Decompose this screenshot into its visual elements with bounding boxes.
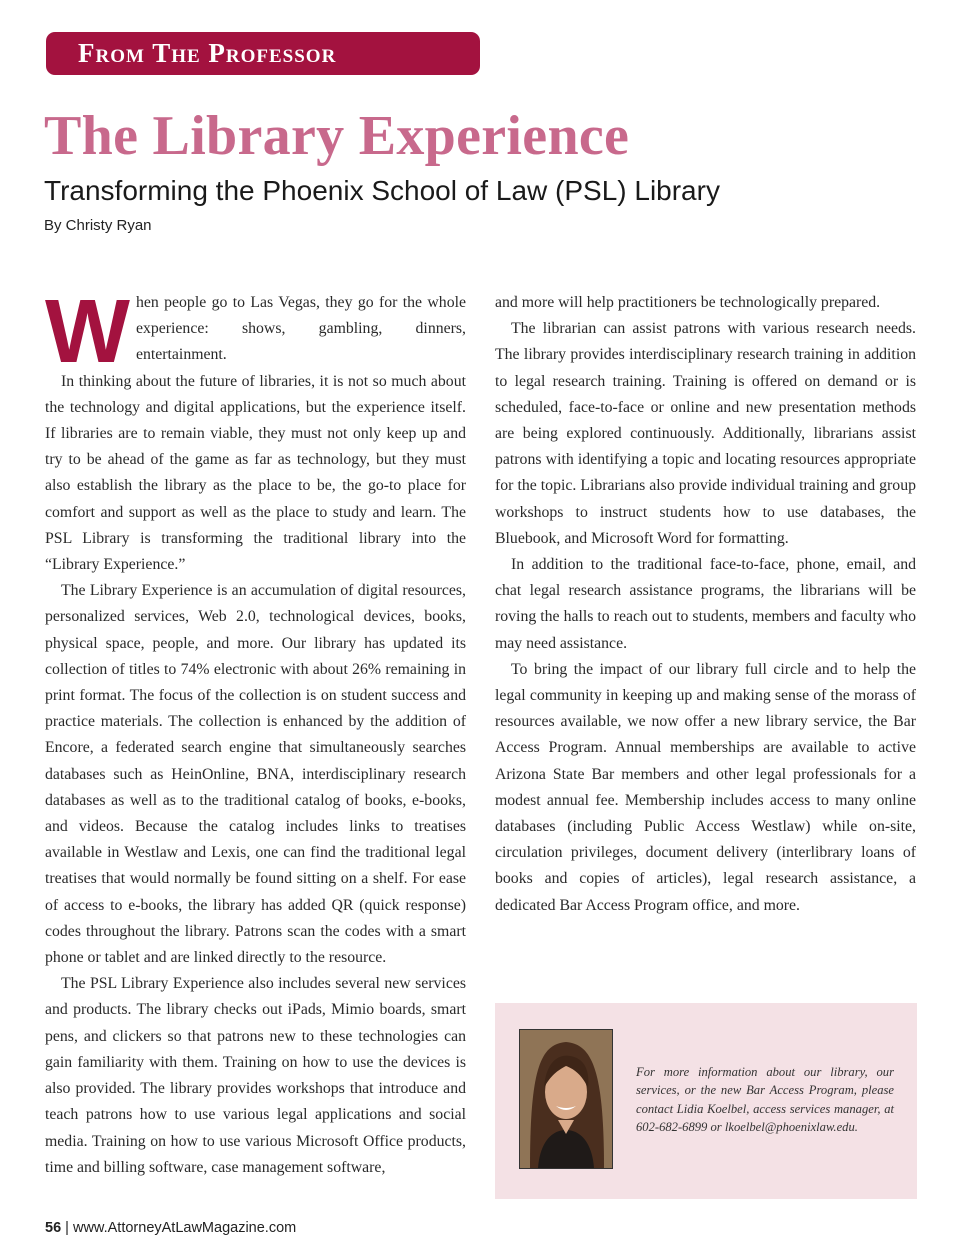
intro-text: hen people go to Las Vegas, they go for the whole experience: shows, gambling, dinners, entertainment. <box>135 294 466 364</box>
article-title: The Library Experience <box>44 105 630 167</box>
contact-sidebar <box>495 1003 917 1199</box>
section-banner-label: From The Professor <box>78 38 337 68</box>
contact-photo <box>519 1029 613 1169</box>
paragraph-intro <box>45 282 466 382</box>
left-column <box>45 282 466 1181</box>
article-subtitle: Transforming the Phoenix School of Law (PSL) Library <box>44 175 720 206</box>
footer-separator: | <box>65 1220 69 1236</box>
drop-cap: W <box>45 282 130 382</box>
paragraph: In addition to the traditional face-to-face, phone, email, and chat legal research assistance programs, the librarians will be roving the halls to reach out to students, members and faculty who may need assistance. <box>495 556 916 652</box>
paragraph: and more will help practitioners be technologically prepared. <box>495 294 881 311</box>
paragraph: In thinking about the future of libraries, it is not so much about the technology and digital applications, but the experience itself. If libraries are to remain viable, they must not only keep up and try to be ahead of the game as far as technology, but they must also establish the library as the place to be, the go-to place for comfort and support as well as the place to study and learn. The PSL Library is transforming the traditional library into the “Library Experience.” <box>45 372 466 574</box>
byline: By Christy Ryan <box>44 217 152 234</box>
magazine-url[interactable]: www.AttorneyAtLawMagazine.com <box>72 1220 297 1236</box>
right-column <box>495 290 916 919</box>
page-number: 56 <box>45 1220 62 1236</box>
contact-info-text: For more information about our library, our services, or the new Bar Access Program, please contact Lidia Koelbel, access services manager, at 602-682-6899 or lkoelbel@phoenixlaw.edu. <box>636 1065 894 1134</box>
section-banner <box>46 32 480 75</box>
portrait-image <box>520 1030 612 1168</box>
paragraph: The Library Experience is an accumulation of digital resources, personalized services, Web 2.0, technological devices, books, physical space, people, and more. Our library has updated its collection of titles to 74% electronic with about 26% remaining in print format. The focus of the collection is on student success and practice materials. The collection is enhanced by the addition of Encore, a federated search engine that simultaneously searches databases such as HeinOnline, BNA, interdisciplinary research databases as well as to the traditional catalog of books, e-books, and videos. Because the catalog includes links to treatises available in Westlaw and Lexis, one can find the traditional legal treatises that would normally be found sitting on a shelf. For ease of access to e-books, the library has added QR (quick response) codes throughout the library. Patrons scan the codes with a smart phone or tablet and are linked directly to the resource. <box>45 582 466 967</box>
page-footer <box>45 1220 296 1236</box>
paragraph: To bring the impact of our library full circle and to help the legal community in keeping up and making sense of the morass of resources available, we now offer a new library service, the Bar Access Program. Annual memberships are available to active Arizona State Bar members and other legal professionals for a modest annual fee. Membership includes access to many online databases (including Public Access Westlaw) while on-site, circulation privileges, document delivery (interlibrary loans of books and copies of articles), legal research assistance, a dedicated Bar Access Program office, and more. <box>495 660 916 914</box>
paragraph: The librarian can assist patrons with various research needs. The library provides interdisciplinary research training in addition to legal research training. Training is offered on demand or is scheduled, face-to-face or online and new presentation methods are being explored continuously. Additionally, librarians assist patrons with identifying a topic and locating resources appropriate for the topic. Librarians also provide individual training and group workshops to instruct students how to use databases, the Bluebook, and Microsoft Word for formatting. <box>495 320 916 547</box>
paragraph: The PSL Library Experience also includes several new services and products. The library checks out iPads, Mimio boards, smart pens, and clickers so that patrons new to these technologies can gain familiarity with them. Training on how to use the devices is also provided. The library provides workshops that introduce and teach patrons how to use various legal applications and social media. Training on how to use various Microsoft Office products, time and billing software, case management software, <box>45 975 466 1176</box>
